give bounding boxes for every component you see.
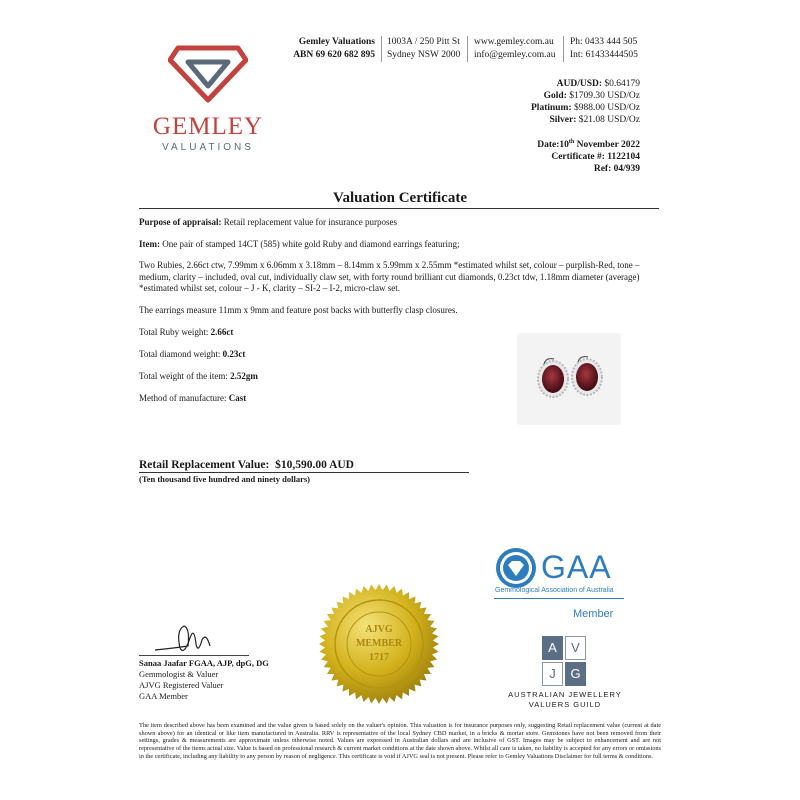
gold-value: $1709.30 USD/Oz — [569, 91, 640, 101]
ajvg-logo — [542, 636, 586, 686]
ruby-weight-value: 2.66ct — [210, 327, 234, 337]
date-suffix: th — [568, 139, 575, 145]
ajvg-j: J — [542, 662, 563, 686]
purpose-line — [139, 217, 659, 229]
purpose-label: Purpose of appraisal: — [139, 217, 222, 227]
rrv-value: $10,590.00 AUD — [275, 459, 354, 471]
gaa-wordmark: GAA — [541, 549, 612, 585]
audusd-label: AUD/USD: — [556, 79, 602, 89]
gaa-divider — [494, 598, 624, 599]
signatory-block — [139, 658, 269, 702]
title-rule — [139, 208, 659, 209]
gaa-member-label: Member — [573, 608, 614, 620]
seal-line2: MEMBER — [355, 638, 403, 649]
signature-icon — [150, 618, 250, 658]
ruby-weight-label: Total Ruby weight: — [139, 327, 209, 337]
phone-number: Ph: 0433 444 505 — [570, 37, 638, 47]
item-label: Item: — [139, 239, 160, 249]
rrv-rule — [139, 472, 469, 473]
signatory-name: Sanaa Jaafar FGAA, AJP, dpG, DG — [139, 658, 269, 668]
ref-value: 04/939 — [613, 164, 640, 175]
item-line — [139, 239, 659, 251]
ajvg-gold-seal-icon — [318, 583, 440, 705]
header-address — [387, 36, 460, 62]
address-line2: Sydney NSW 2000 — [387, 50, 461, 60]
header-company — [285, 36, 375, 62]
seal-line3: 1717 — [369, 652, 389, 663]
earrings-image-icon — [517, 333, 621, 425]
ajvg-a: A — [542, 636, 563, 660]
gold-label: Gold: — [543, 91, 567, 101]
silver-label: Silver: — [549, 115, 577, 125]
total-weight-line — [139, 371, 439, 383]
signature-line — [139, 655, 249, 656]
platinum-label: Platinum: — [531, 103, 572, 113]
signatory-role1: Gemmologist & Valuer — [139, 669, 219, 679]
gaa-subtitle: Gemmological Association of Australia — [495, 587, 614, 594]
purpose-value: Retail replacement value for insurance purposes — [223, 217, 397, 227]
logo-subtitle: VALUATIONS — [162, 142, 254, 153]
gaa-emblem-icon — [494, 546, 538, 590]
ajvg-name-line1: AUSTRALIAN JEWELLERY — [508, 690, 622, 699]
silver-value: $21.08 USD/Oz — [578, 115, 640, 125]
ref-label: Ref: — [593, 164, 612, 175]
date-label: Date: — [537, 140, 560, 151]
ruby-weight-line — [139, 327, 439, 339]
ajvg-name — [500, 690, 630, 710]
platinum-value: $988.00 USD/Oz — [574, 103, 640, 113]
document-title: Valuation Certificate — [332, 190, 467, 206]
date-rest: November 2022 — [574, 140, 640, 151]
retail-replacement-value — [139, 459, 354, 471]
audusd-value: $0.64179 — [604, 79, 640, 89]
rrv-in-words: (Ten thousand five hundred and ninety dollars) — [139, 474, 310, 484]
gemley-logo-icon — [168, 40, 248, 104]
cert-number-label: Certificate #: — [551, 152, 605, 163]
header-phone — [570, 36, 638, 62]
cert-number-value: 1122104 — [607, 152, 640, 163]
email-link[interactable]: info@gemley.com.au — [474, 50, 556, 60]
signatory-role3: GAA Member — [139, 691, 188, 701]
company-abn: ABN 69 620 682 895 — [293, 50, 375, 60]
disclaimer-text: The item described above has been examined and the value given is based solely on the valuer's opinion. This valuation is for insurance purposes only, suggesting Retail replacement value (current at date shown above) for an identical or like item manufactured in Australia. RRV is representative of the local Sydney CBD market, in a bricks & mortar store. Gemstones have not been removed from their settings, grades & measurements are approximate unless otherwise noted. Values are expressed in Australian dollars and are inclusive of GST. Images may be subject to enhancement and are not representative of the items actual size. Value is based on professional research & current market conditions at the date shown above. Whilst all care is taken, no liability is accepted for any errors or omissions in the certificate, including any liability to any person by reason of negligence. This certificate is void if AJVG seal is not present. Please refer to Gemley Valuations Disclaimer for full terms & conditions. — [139, 722, 661, 760]
address-line1: 1003A / 250 Pitt St — [387, 37, 460, 47]
item-value: One pair of stamped 14CT (585) white gold Ruby and diamond earrings featuring; — [162, 239, 460, 249]
method-label: Method of manufacture: — [139, 393, 227, 403]
ajvg-g: G — [565, 662, 586, 686]
date-day: 10 — [559, 140, 569, 151]
signatory-role2: AJVG Registered Valuer — [139, 680, 224, 690]
diamond-weight-line — [139, 349, 439, 361]
measure-line: The earrings measure 11mm x 9mm and feature post backs with butterfly clasp closures. — [139, 305, 458, 315]
diamond-weight-label: Total diamond weight: — [139, 349, 221, 359]
earrings-photo — [517, 333, 621, 425]
certificate-info — [537, 136, 640, 175]
ajvg-name-line2: VALUERS GUILD — [528, 700, 602, 709]
seal-line1: AJVG — [365, 624, 393, 635]
item-description: Two Rubies, 2.66ct ctw, 7.99mm x 6.06mm x 3.18mm – 8.14mm x 5.99mm x 2.55mm *estimated whilst set, colour – purplish-Red, tone – medium, clarity – included, oval cut, individually claw set, with forty round brilliant cut diamonds, 0.23ct tdw, 1.18mm diameter (average) *estimated whilst set, colour – J - K, clarity – SI-2 – I-2, micro-claw set. — [139, 260, 640, 293]
logo-wordmark: GEMLEY — [152, 113, 264, 140]
website-link[interactable]: www.gemley.com.au — [474, 37, 554, 47]
diamond-weight-value: 0.23ct — [222, 349, 246, 359]
rrv-label: Retail Replacement Value: — [139, 459, 270, 471]
intl-phone-number: Int: 61433444505 — [570, 50, 638, 60]
market-rates — [531, 78, 640, 126]
total-weight-value: 2.52gm — [230, 371, 258, 381]
cert-date — [537, 136, 640, 151]
total-weight-label: Total weight of the item: — [139, 371, 228, 381]
header-web — [474, 36, 555, 62]
method-value: Cast — [228, 393, 247, 403]
ajvg-v: V — [565, 636, 586, 660]
company-name: Gemley Valuations — [298, 37, 375, 47]
method-line — [139, 393, 439, 405]
